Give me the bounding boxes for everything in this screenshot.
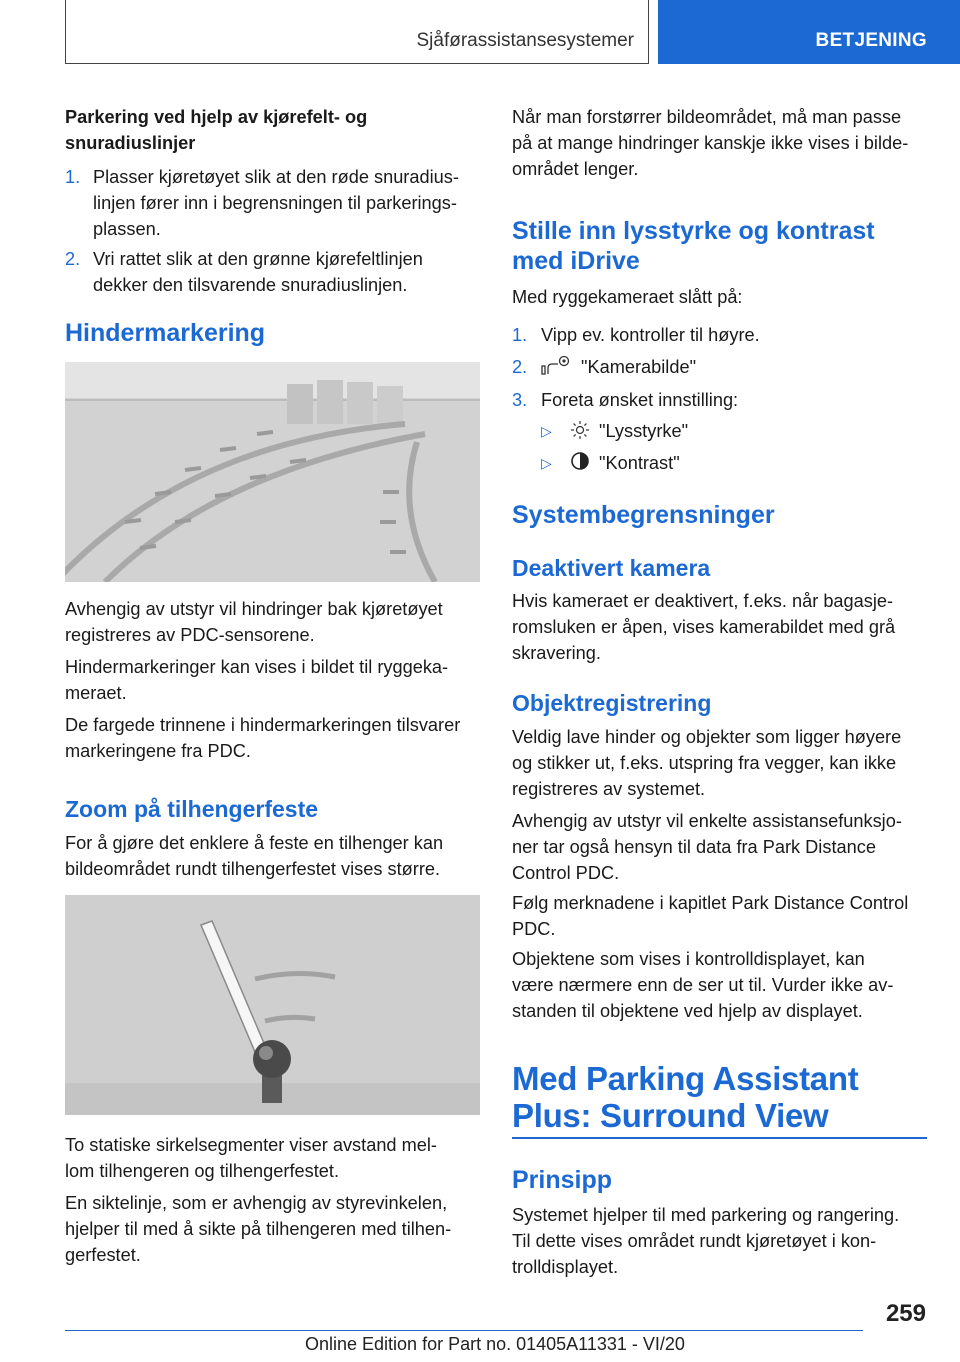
obstacle-marking-figure: [65, 362, 480, 582]
paragraph: ner tar også hensyn til data fra Park Distance: [512, 837, 876, 857]
paragraph: Objektene som vises i kontrolldisplayet, kan: [512, 949, 865, 969]
step-number: 1.: [65, 167, 81, 187]
heading-brightness-2: med iDrive: [512, 247, 640, 275]
paragraph: Følg merknadene i kapitlet Park Distance Control: [512, 893, 909, 913]
footer-edition: Online Edition for Part no. 01405A11331 - VI/20: [305, 1334, 685, 1354]
paragraph: Med ryggekameraet slått på:: [512, 287, 743, 307]
heading-system-limits: Systembegrensninger: [512, 501, 775, 529]
heading-parking-lines-2: snuradiuslinjer: [65, 133, 196, 153]
paragraph: PDC.: [512, 919, 556, 939]
paragraph: skravering.: [512, 643, 601, 663]
paragraph: Når man forstørrer bildeområdet, må man passe: [512, 107, 902, 127]
trailer-hitch-figure: [65, 895, 480, 1115]
paragraph: på at mange hindringer kanskje ikke vises i bilde-: [512, 133, 909, 153]
step-number: 2.: [65, 249, 81, 269]
paragraph: Control PDC.: [512, 863, 620, 883]
heading-parking-lines-1: Parkering ved hjelp av kjørefelt- og: [65, 107, 368, 127]
heading-hindermarkering: Hindermarkering: [65, 319, 266, 347]
paragraph: Systemet hjelper til med parkering og rangering.: [512, 1205, 900, 1225]
heading-deactivated-camera: Deaktivert kamera: [512, 555, 711, 581]
paragraph: Avhengig av utstyr vil hindringer bak kjøretøyet: [65, 599, 443, 619]
step-text: Plasser kjøretøyet slik at den røde snuradius-: [93, 167, 459, 187]
paragraph: lom tilhengeren og tilhengerfestet.: [65, 1161, 339, 1181]
heading-principle: Prinsipp: [512, 1166, 613, 1194]
paragraph: standen til objektene ved hjelp av displayet.: [512, 1001, 863, 1021]
header-chapter-title: BETJENING: [815, 30, 927, 51]
step-text: "Kamerabilde": [581, 357, 697, 377]
substep-text: "Kontrast": [599, 453, 680, 473]
paragraph: Til dette vises området rundt kjøretøyet i kon-: [512, 1231, 877, 1251]
footer-rule: [65, 1330, 863, 1331]
heading-surround-view: Med Parking Assistant: [512, 1060, 859, 1097]
heading-brightness: Stille inn lysstyrke og kontrast: [512, 217, 875, 245]
step-number: 1.: [512, 325, 528, 345]
paragraph: registreres av PDC-sensorene.: [65, 625, 315, 645]
camera-settings-icon: [540, 354, 572, 381]
paragraph: En siktelinje, som er avhengig av styrevinkelen,: [65, 1193, 448, 1213]
heading-zoom: Zoom på tilhengerfeste: [65, 796, 319, 822]
header-section-title: Sjåførassistansesystemer: [416, 30, 634, 51]
contrast-icon: [570, 451, 590, 476]
section-rule: [512, 1137, 927, 1139]
page-number: 259: [885, 1300, 926, 1327]
heading-object-detection: Objektregistrering: [512, 690, 712, 716]
paragraph: trolldisplayet.: [512, 1257, 619, 1277]
step-text: Vipp ev. kontroller til høyre.: [541, 325, 760, 345]
paragraph: meraet.: [65, 683, 127, 703]
substep-text: "Lysstyrke": [599, 421, 689, 441]
bullet-triangle-icon: ▷: [541, 423, 552, 439]
paragraph: For å gjøre det enklere å feste en tilhenger kan: [65, 833, 444, 853]
paragraph: Hvis kameraet er deaktivert, f.eks. når bagasje-: [512, 591, 894, 611]
step-text: plassen.: [93, 219, 161, 239]
bullet-triangle-icon: ▷: [541, 455, 552, 471]
header-chapter-tab: [658, 0, 960, 64]
paragraph: romsluken er åpen, vises kamerabildet med grå: [512, 617, 896, 637]
brightness-icon: [570, 420, 590, 445]
paragraph: Veldig lave hinder og objekter som ligger høyere: [512, 727, 902, 747]
paragraph: registreres av systemet.: [512, 779, 706, 799]
paragraph: og stikker ut, f.eks. utspring fra vegger, kan ikke: [512, 753, 897, 773]
step-text: linjen fører inn i begrensningen til parkerings-: [93, 193, 457, 213]
step-number: 3.: [512, 390, 528, 410]
step-text: dekker den tilsvarende snuradiuslinjen.: [93, 275, 408, 295]
step-text: Vri rattet slik at den grønne kjørefeltlinjen: [93, 249, 423, 269]
paragraph: To statiske sirkelsegmenter viser avstand mel-: [65, 1135, 437, 1155]
paragraph: Avhengig av utstyr vil enkelte assistansefunksjo-: [512, 811, 902, 831]
paragraph: markeringene fra PDC.: [65, 741, 251, 761]
step-number: 2.: [512, 357, 528, 377]
header-section-box: [65, 0, 649, 64]
step-text: Foreta ønsket innstilling:: [541, 390, 739, 410]
paragraph: gerfestet.: [65, 1245, 141, 1265]
heading-surround-view-2: Plus: Surround View: [512, 1097, 829, 1134]
paragraph: De fargede trinnene i hindermarkeringen tilsvarer: [65, 715, 461, 735]
paragraph: Hindermarkeringer kan vises i bildet til ryggeka-: [65, 657, 449, 677]
paragraph: hjelper til med å sikte på tilhengeren med tilhen-: [65, 1219, 452, 1239]
paragraph: være nærmere enn de ser ut til. Vurder ikke av-: [512, 975, 894, 995]
paragraph: området lenger.: [512, 159, 639, 179]
paragraph: bildeområdet rundt tilhengerfestet vises større.: [65, 859, 441, 879]
